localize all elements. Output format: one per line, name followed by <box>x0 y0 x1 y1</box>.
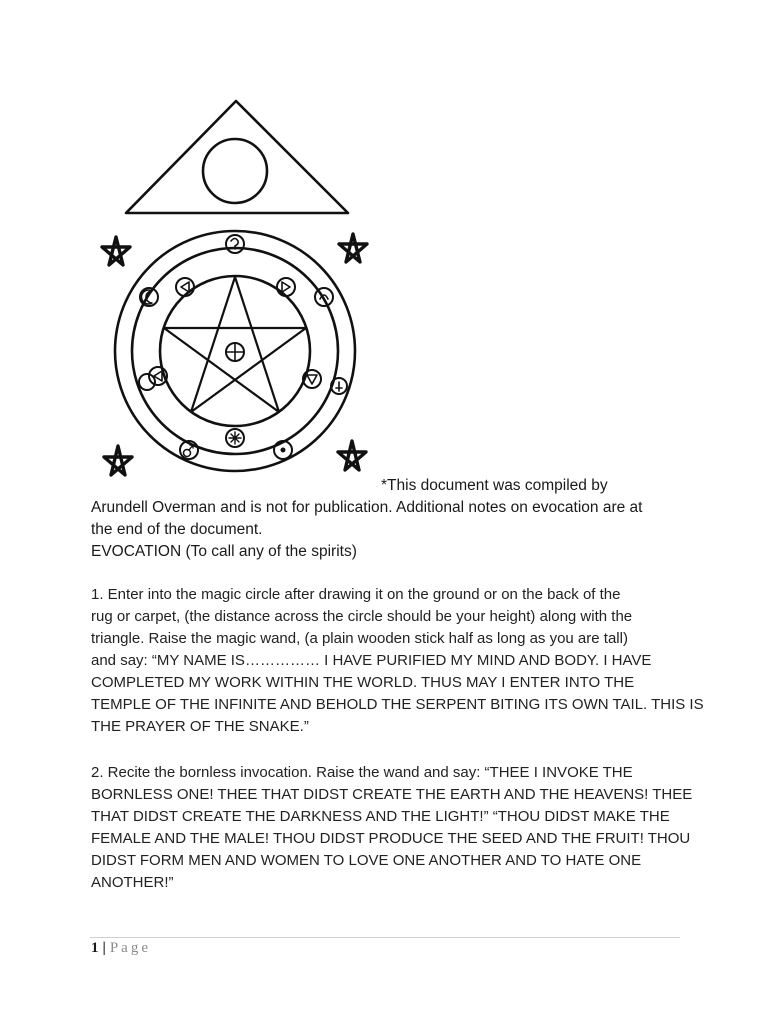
paragraph-2 <box>91 762 691 894</box>
paragraph-line: triangle. Raise the magic wand, (a plain wooden stick half as long as you are tall) <box>91 630 628 647</box>
intro-line: the end of the document. <box>91 521 263 538</box>
star-bottom-left-icon <box>104 446 132 475</box>
page-number: 1 <box>91 940 99 956</box>
magic-circle-figure <box>88 95 378 490</box>
paragraph-line: COMPLETED MY WORK WITHIN THE WORLD. THUS MAY I ENTER INTO THE <box>91 674 635 691</box>
intro-line: Arundell Overman and is not for publication. Additional notes on evocation are at <box>91 499 643 516</box>
paragraph-line: 1. Enter into the magic circle after drawing it on the ground or on the back of the <box>91 586 621 603</box>
paragraph-line: ANOTHER!” <box>91 874 174 891</box>
section-title: EVOCATION (To call any of the spirits) <box>91 543 357 560</box>
triangle-of-art-icon <box>126 101 348 213</box>
paragraph-line: rug or carpet, (the distance across the circle should be your height) along with the <box>91 608 633 625</box>
star-bottom-right-icon <box>338 441 366 470</box>
paragraph-line: and say: “MY NAME IS…………… I HAVE PURIFIED MY MIND AND BODY. I HAVE <box>91 652 652 669</box>
paragraph-line: DIDST FORM MEN AND WOMEN TO LOVE ONE ANOTHER AND TO HATE ONE <box>91 852 642 869</box>
paragraph-line: BORNLESS ONE! THEE THAT DIDST CREATE THE EARTH AND THE HEAVENS! THEE <box>91 786 693 803</box>
page-label: Page <box>109 940 151 956</box>
pentagram-icon <box>164 277 306 412</box>
page-footer <box>91 940 151 957</box>
paragraph-line: TEMPLE OF THE INFINITE AND BEHOLD THE SERPENT BITING ITS OWN TAIL. THIS IS <box>91 696 704 713</box>
paragraph-line: FEMALE AND THE MALE! THOU DIDST PRODUCE THE SEED AND THE FRUIT! THOU <box>91 830 691 847</box>
paragraph-1 <box>91 584 704 738</box>
footer-separator: | <box>102 940 106 956</box>
paragraph-line: THAT DIDST CREATE THE DARKNESS AND THE LIGHT!” “THOU DIDST MAKE THE <box>91 808 670 825</box>
paragraph-line: THE PRAYER OF THE SNAKE.” <box>91 718 309 735</box>
star-top-right-icon <box>339 234 367 262</box>
paragraph-line: 2. Recite the bornless invocation. Raise the wand and say: “THEE I INVOKE THE <box>91 764 633 781</box>
intro-first-line: *This document was compiled by <box>381 477 608 494</box>
star-top-left-icon <box>102 237 130 265</box>
footer-divider <box>90 937 680 938</box>
intro-text <box>91 497 691 563</box>
